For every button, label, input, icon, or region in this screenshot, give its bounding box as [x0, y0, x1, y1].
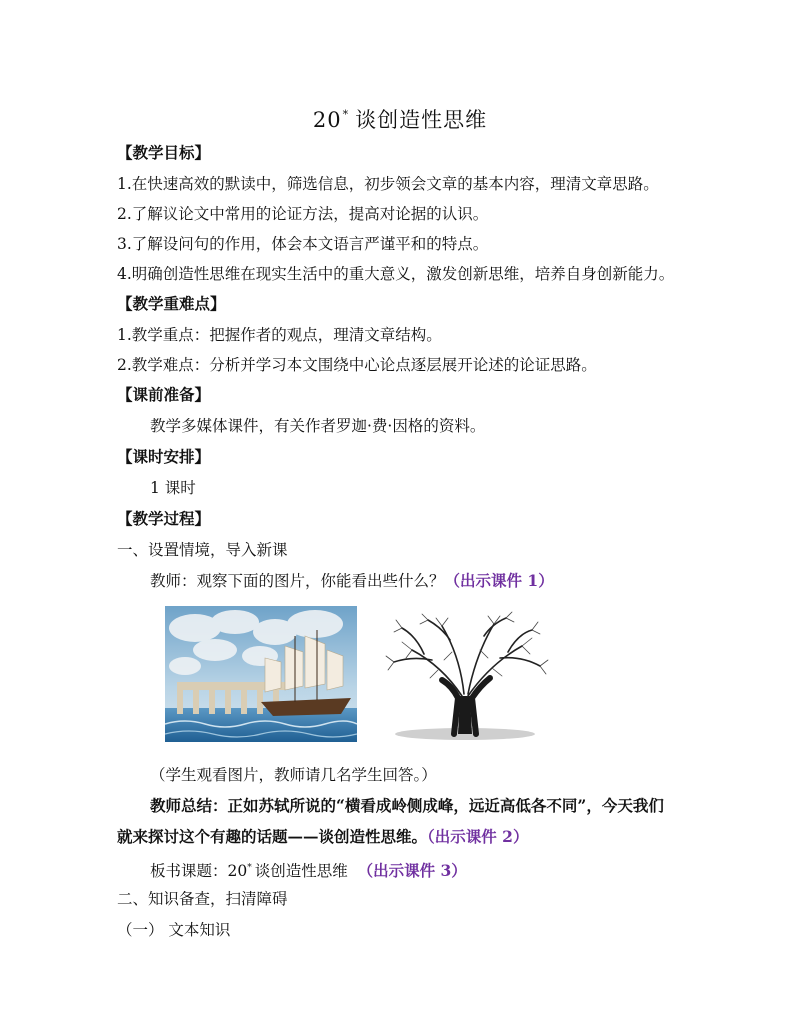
objective-item-2: 2.了解议论文中常用的论证方法，提高对论据的认识。 [117, 205, 489, 223]
section2-heading: 二、知识备查，扫清障碍 [117, 890, 288, 908]
preparation-text: 教学多媒体课件，有关作者罗迦·费·因格的资料。 [150, 417, 486, 435]
section2-subheading: （一） 文本知识 [117, 921, 231, 939]
objective-item-4: 4.明确创造性思维在现实生活中的重大意义，激发创新思维，培养自身创新能力。 [117, 265, 675, 283]
preparation-heading: 【课前准备】 [117, 385, 211, 404]
schedule-text: 1 课时 [150, 479, 196, 497]
objective-item-3: 3.了解设问句的作用，体会本文语言严谨平和的特点。 [117, 235, 489, 253]
courseware-note-3: （出示课件 3） [357, 861, 467, 880]
objectives-heading: 【教学目标】 [117, 143, 211, 162]
board-title-line [150, 857, 467, 882]
teacher-question [150, 570, 554, 592]
schedule-heading: 【课时安排】 [117, 447, 211, 466]
key-points-heading: 【教学重难点】 [117, 294, 226, 313]
courseware-note-1: （出示课件 1） [444, 571, 554, 590]
board-title-mark: * [247, 863, 252, 873]
courseware-note-2: （出示课件 2） [427, 827, 529, 846]
student-response: （学生观看图片，教师请几名学生回答。） [150, 766, 437, 784]
summary-text-1: 教师总结：正如苏轼所说的“横看成岭侧成峰，远近高低各不同”，今天我们 [150, 796, 664, 815]
section1-heading: 一、设置情境，导入新课 [117, 541, 288, 559]
title-text: 谈创造性思维 [355, 108, 488, 132]
key-point-item-2: 2.教学难点：分析并学习本文围绕中心论点逐层展开论述的论证思路。 [117, 356, 597, 374]
process-heading: 【教学过程】 [117, 509, 211, 528]
teacher-summary-line-1 [150, 795, 664, 817]
objective-item-1: 1.在快速高效的默读中，筛选信息，初步领会文章的基本内容，理清文章思路。 [117, 175, 659, 193]
board-title-suffix: 谈创造性思维 [254, 862, 348, 880]
title-mark: * [342, 108, 350, 121]
board-title-prefix: 板书课题：20 [150, 862, 248, 880]
key-point-item-1: 1.教学重点：把握作者的观点，理清文章结构。 [117, 326, 442, 344]
title-number: 20 [312, 108, 342, 132]
teacher-question-text: 教师：观察下面的图片，你能看出些什么？ [150, 572, 445, 590]
ships-arches-illusion-image [165, 606, 357, 742]
document-title [0, 100, 800, 135]
tree-faces-illusion-image [372, 606, 558, 742]
teacher-summary-line-2 [117, 826, 528, 848]
summary-text-2: 就来探讨这个有趣的话题——谈创造性思维。 [117, 827, 428, 846]
